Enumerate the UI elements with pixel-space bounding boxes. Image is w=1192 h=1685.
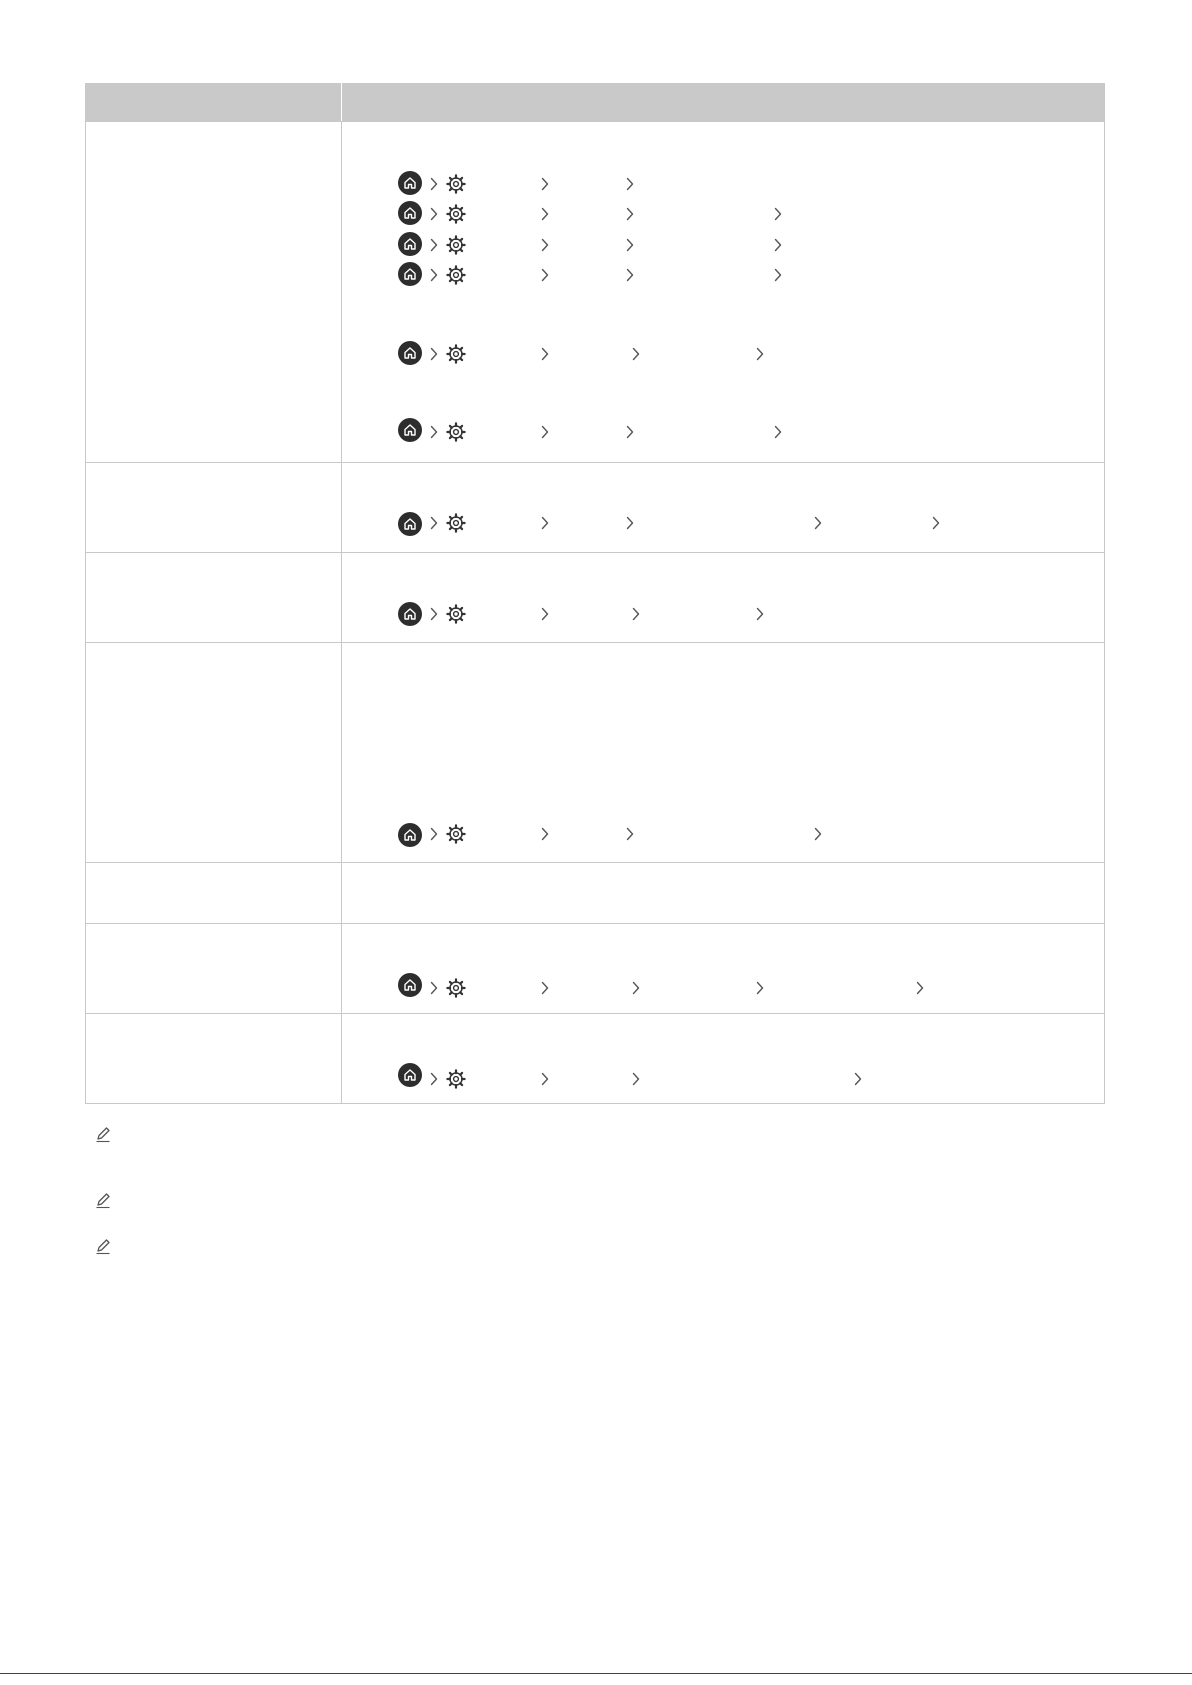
chevron-right-icon [771, 265, 785, 285]
menu-path [398, 973, 422, 997]
row-content-cell [342, 924, 1105, 1014]
chevron-right-icon [538, 344, 552, 364]
row-label-cell [86, 122, 342, 463]
home-icon [398, 823, 422, 847]
chevron-right-icon [623, 174, 637, 194]
chevron-right-icon [427, 1069, 441, 1089]
chevron-right-icon [811, 513, 825, 533]
menu-path [398, 602, 422, 626]
chevron-right-icon [623, 513, 637, 533]
row-content-cell [342, 1014, 1105, 1104]
home-icon [398, 1063, 422, 1087]
menu-path [398, 171, 422, 195]
home-icon [398, 171, 422, 195]
chevron-right-icon [753, 344, 767, 364]
home-icon [398, 602, 422, 626]
menu-path [398, 823, 422, 847]
chevron-right-icon [538, 235, 552, 255]
gear-icon [446, 1069, 466, 1089]
menu-path [398, 262, 422, 286]
row-content-cell [342, 553, 1105, 643]
gear-icon [446, 422, 466, 442]
chevron-right-icon [623, 204, 637, 224]
table-row [86, 122, 1105, 463]
chevron-right-icon [427, 204, 441, 224]
chevron-right-icon [629, 1069, 643, 1089]
chevron-right-icon [427, 344, 441, 364]
chevron-right-icon [771, 235, 785, 255]
row-label-cell [86, 924, 342, 1014]
chevron-right-icon [753, 604, 767, 624]
row-content-cell [342, 122, 1105, 463]
row-content-cell [342, 463, 1105, 553]
menu-path [398, 201, 422, 225]
table-row [86, 924, 1105, 1014]
chevron-right-icon [427, 422, 441, 442]
chevron-right-icon [538, 824, 552, 844]
chevron-right-icon [629, 604, 643, 624]
header-cell-function [86, 84, 342, 122]
chevron-right-icon [851, 1069, 865, 1089]
chevron-right-icon [427, 978, 441, 998]
pencil-note-icon [95, 1125, 111, 1143]
chevron-right-icon [623, 265, 637, 285]
chevron-right-icon [427, 174, 441, 194]
chevron-right-icon [538, 204, 552, 224]
table-header-row [86, 84, 1105, 122]
gear-icon [446, 235, 466, 255]
gear-icon [446, 265, 466, 285]
gear-icon [446, 204, 466, 224]
menu-path [398, 341, 422, 365]
chevron-right-icon [753, 978, 767, 998]
table-row [86, 863, 1105, 924]
menu-path [398, 418, 422, 442]
chevron-right-icon [538, 265, 552, 285]
row-label-cell [86, 1014, 342, 1104]
chevron-right-icon [629, 344, 643, 364]
chevron-right-icon [427, 513, 441, 533]
menu-path [398, 512, 422, 536]
settings-table [85, 83, 1105, 1104]
chevron-right-icon [811, 824, 825, 844]
gear-icon [446, 513, 466, 533]
home-icon [398, 973, 422, 997]
row-label-cell [86, 643, 342, 863]
gear-icon [446, 174, 466, 194]
footer-rule [0, 1673, 1192, 1674]
menu-path [398, 232, 422, 256]
gear-icon [446, 824, 466, 844]
chevron-right-icon [929, 513, 943, 533]
row-label-cell [86, 553, 342, 643]
gear-icon [446, 344, 466, 364]
header-cell-description [342, 84, 1105, 122]
chevron-right-icon [913, 978, 927, 998]
home-icon [398, 232, 422, 256]
chevron-right-icon [629, 978, 643, 998]
chevron-right-icon [623, 235, 637, 255]
chevron-right-icon [623, 824, 637, 844]
chevron-right-icon [538, 604, 552, 624]
chevron-right-icon [538, 978, 552, 998]
row-content-cell [342, 863, 1105, 924]
table-row [86, 553, 1105, 643]
chevron-right-icon [427, 265, 441, 285]
gear-icon [446, 604, 466, 624]
row-label-cell [86, 863, 342, 924]
chevron-right-icon [538, 513, 552, 533]
chevron-right-icon [771, 204, 785, 224]
table-row [86, 463, 1105, 553]
chevron-right-icon [427, 604, 441, 624]
chevron-right-icon [427, 824, 441, 844]
row-label-cell [86, 463, 342, 553]
home-icon [398, 262, 422, 286]
chevron-right-icon [538, 174, 552, 194]
table-row [86, 1014, 1105, 1104]
chevron-right-icon [771, 422, 785, 442]
home-icon [398, 512, 422, 536]
chevron-right-icon [538, 422, 552, 442]
table-row [86, 643, 1105, 863]
home-icon [398, 418, 422, 442]
pencil-note-icon [95, 1191, 111, 1209]
chevron-right-icon [623, 422, 637, 442]
pencil-note-icon [95, 1237, 111, 1255]
chevron-right-icon [427, 235, 441, 255]
home-icon [398, 201, 422, 225]
chevron-right-icon [538, 1069, 552, 1089]
home-icon [398, 341, 422, 365]
gear-icon [446, 978, 466, 998]
menu-path [398, 1063, 422, 1087]
